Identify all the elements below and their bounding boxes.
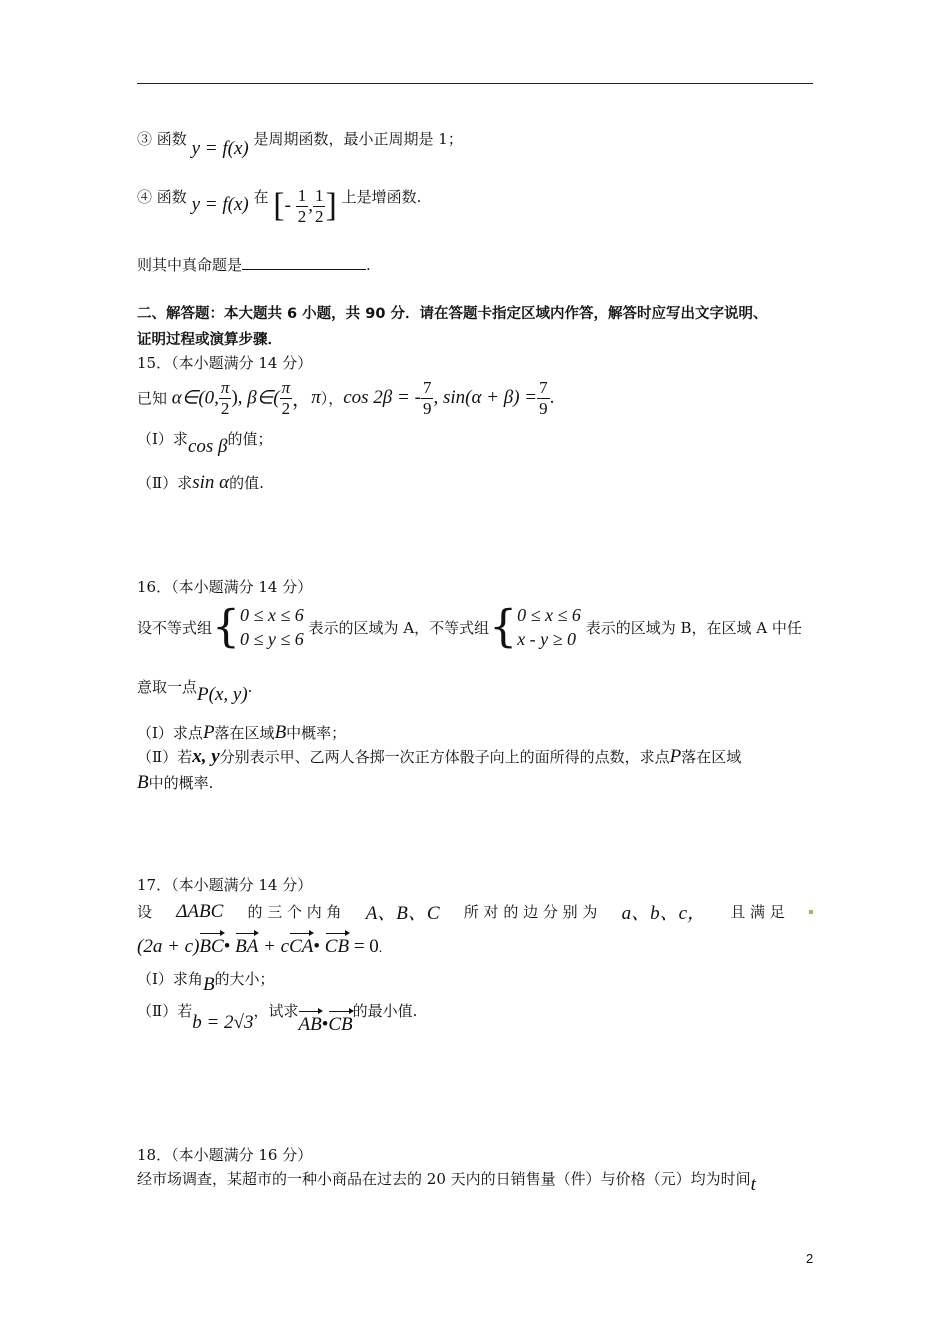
item-text: 上是增函数. — [341, 188, 422, 207]
q16-part1 — [137, 722, 346, 744]
sides: a、b、c， — [621, 903, 707, 924]
beta-range: β∈( — [247, 387, 280, 409]
conclusion-text: 则其中真命题是 — [137, 256, 243, 274]
q16-title: 16．（本小题满分 14 分） — [137, 578, 313, 596]
dot-op: • — [321, 1014, 329, 1035]
vec-ab: AB — [298, 1014, 322, 1035]
pi-over-two: $\frac{\pi}{2}$ — [220, 378, 230, 418]
item-lead: 函数 — [156, 130, 187, 148]
pi: π — [311, 387, 321, 409]
q17-text-b: 的 三 个 内 角 — [247, 903, 342, 921]
part-end: 中的概率. — [148, 774, 214, 792]
item-math: y = f(x) — [191, 138, 249, 159]
answer-blank — [242, 255, 366, 270]
section-heading-line1: 二、解答题：本大题共 6 小题，共 90 分．请在答题卡指定区域内作答，解答时应写出文字说明、 — [137, 306, 768, 322]
interval-hi: $\frac{1}{2}$ — [314, 186, 324, 226]
q15-given: 已知 α∈(0, $\frac{\pi}{2}$ ), β∈( $\frac{\pi}{2}$ ，π），cos 2β = - $\frac{7}{9}$ , sin(α + β) = $\frac{7}{9}$ . — [137, 378, 555, 418]
part-text: 分别表示甲、乙两人各掷一次正方体骰子向上的面所得的点数，求点 — [219, 748, 670, 766]
q15-part2 — [137, 472, 264, 494]
b-value: b = 2√3 — [192, 1012, 254, 1033]
part-label: （Ⅰ）求点 — [137, 724, 203, 742]
t-symbol: t — [750, 1174, 756, 1195]
triangle-abc: ΔABC — [176, 900, 224, 922]
q16-line2-text: 意取一点 — [137, 678, 198, 696]
angles: A、B、C — [365, 903, 440, 924]
cos-beta: cos β — [187, 436, 228, 457]
point-p: P(x, y) — [197, 684, 248, 705]
part-label: （Ⅱ）若 — [137, 1002, 193, 1020]
conclusion — [137, 254, 371, 275]
q17-line1 — [137, 898, 813, 925]
interval-lo: $\frac{1}{2}$ — [297, 186, 307, 226]
part-label: （Ⅱ）求 — [137, 474, 193, 492]
q17-text-d: 且 满 足 — [730, 903, 785, 921]
bracket-left: [ — [273, 187, 285, 225]
alpha-range: α∈(0, — [171, 387, 219, 409]
xy-symbol: x, y — [192, 746, 220, 767]
p-symbol: P — [669, 746, 682, 767]
page-number: 2 — [806, 1251, 814, 1266]
part-label: （Ⅱ）若 — [137, 748, 193, 766]
part-text: ，试求 — [253, 1002, 299, 1020]
q18-line1 — [137, 1168, 756, 1195]
q17-text-c: 所 对 的 边 分 别 为 — [463, 903, 598, 921]
item-lead: 函数 — [156, 188, 187, 207]
vec-cb: CB — [324, 936, 350, 957]
cos2beta: cos 2β = - — [343, 387, 421, 409]
part-label: （Ⅰ）求角 — [137, 970, 203, 988]
seven-ninths: $\frac{7}{9}$ — [422, 378, 432, 418]
q16-line1 — [137, 603, 802, 659]
minus-sign: - — [284, 195, 291, 217]
part-end: 的值； — [227, 430, 273, 448]
vec-ba: BA — [235, 936, 259, 957]
item-4: ④ 函数 y = f(x) 在 [- $\frac{1}{2}$ , $\frac{1}{2}$ ] 上是增函数. — [137, 186, 422, 226]
margin-dot — [809, 910, 813, 914]
q18-title: 18．（本小题满分 16 分） — [137, 1146, 313, 1164]
q16-mid-b: 表示的区域为 B，在区域 A 中任 — [585, 618, 802, 637]
q18-text: 经市场调查，某超市的一种小商品在过去的 20 天内的日销售量（件）与价格（元）均为时间 — [137, 1170, 751, 1188]
part-end: 的大小； — [214, 970, 275, 988]
q16-part2-cont — [137, 772, 213, 794]
dot-op-b: • — [313, 936, 321, 957]
item-mid: 在 — [253, 188, 269, 207]
q17-part2 — [137, 1000, 418, 1035]
section-heading-line2: 证明过程或演算步骤． — [137, 332, 282, 348]
item-marker: ③ — [137, 130, 153, 148]
b-symbol: B — [137, 772, 149, 793]
q17-equation: (2a + c)BC• BA + cCA• CB = 0. — [137, 936, 383, 957]
header-rule — [137, 83, 813, 84]
part-end: 的最小值. — [352, 1002, 418, 1020]
item-text: 是周期函数，最小正周期是 1； — [253, 130, 463, 148]
q15-title: 15．（本小题满分 14 分） — [137, 354, 313, 372]
q17-text-a: 设 — [137, 903, 153, 921]
brace-b: { — [489, 601, 518, 653]
system-a: 0 ≤ x ≤ 6 0 ≤ y ≤ 6 — [240, 605, 304, 650]
sin-alpha-beta: , sin(α + β) = — [433, 387, 538, 409]
eq-part: (2a + c) — [137, 936, 200, 957]
part-text: 落在区域 — [214, 724, 275, 742]
part-label: （Ⅰ）求 — [137, 430, 188, 448]
eq-plus: + c — [258, 936, 290, 957]
b-symbol: B — [274, 722, 287, 743]
item-marker: ④ — [137, 188, 153, 207]
brace-a: { — [212, 601, 241, 653]
eq-end: = 0 — [349, 936, 379, 957]
sin-alpha: sin α — [192, 472, 230, 493]
conclusion-end: . — [366, 256, 371, 274]
part-text-b: 落在区域 — [681, 748, 742, 766]
q16-line2 — [137, 676, 253, 705]
line-end: . — [247, 678, 253, 696]
q16-part2 — [137, 746, 741, 768]
q17-title: 17．（本小题满分 14 分） — [137, 876, 313, 894]
system-b: 0 ≤ x ≤ 6 x - y ≥ 0 — [517, 605, 581, 650]
part-end: 中概率； — [286, 724, 347, 742]
item-3 — [137, 128, 463, 159]
part-end: 的值. — [229, 474, 264, 492]
vec-bc: BC — [199, 936, 224, 957]
vec-cb: CB — [328, 1014, 353, 1035]
item-math: y = f(x) — [191, 194, 249, 216]
pi-over-two-b: $\frac{\pi}{2}$ — [281, 378, 291, 418]
b-symbol: B — [202, 974, 215, 995]
p-symbol: P — [202, 722, 215, 743]
q17-part1 — [137, 968, 275, 995]
q16-lead: 设不等式组 — [137, 618, 213, 637]
vec-ca: CA — [289, 936, 314, 957]
dot-op: • — [223, 936, 231, 957]
q15-given-label: 已知 — [137, 389, 168, 408]
q15-part1 — [137, 428, 273, 457]
bracket-right: ] — [325, 187, 337, 225]
seven-ninths-b: $\frac{7}{9}$ — [539, 378, 548, 418]
q16-mid-a: 表示的区域为 A，不等式组 — [308, 618, 490, 637]
